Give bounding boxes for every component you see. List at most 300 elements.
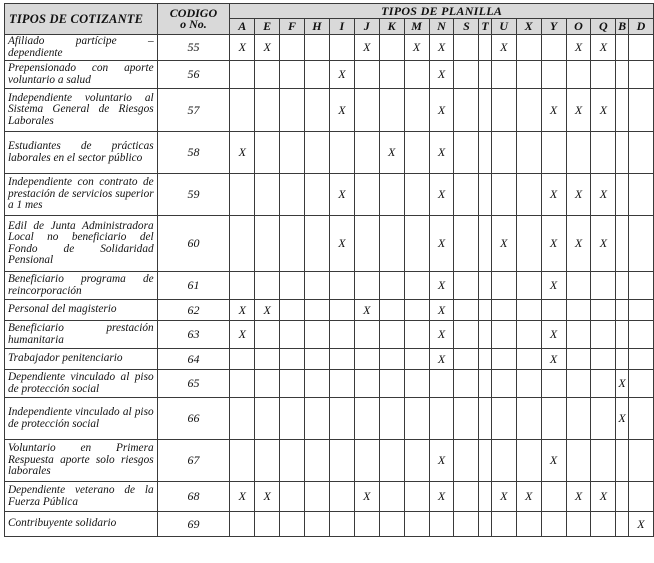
empty-cell-t: [479, 61, 491, 89]
tipo-cotizante-cell: Edil de Junta Administradora Local no beneficiario del Fondo de Solidaridad Pensional: [5, 216, 158, 272]
mark-cell-y: X: [541, 216, 566, 272]
table-body: [5, 35, 654, 537]
mark-cell-o: X: [566, 174, 591, 216]
mark-cell-d: X: [628, 512, 653, 537]
mark-cell-n: X: [429, 272, 454, 300]
empty-cell-b: [616, 174, 628, 216]
tipo-cotizante-cell: Prepensionado con aporte voluntario a salud: [5, 61, 158, 89]
empty-cell-h: [305, 512, 330, 537]
empty-cell-h: [305, 300, 330, 321]
empty-cell-o: [566, 512, 591, 537]
empty-cell-h: [305, 321, 330, 349]
mark-cell-i: X: [329, 216, 354, 272]
empty-cell-e: [255, 174, 280, 216]
empty-cell-x: [516, 321, 541, 349]
empty-cell-o: [566, 440, 591, 482]
empty-cell-s: [454, 512, 479, 537]
planilla-letter-d: D: [628, 19, 653, 35]
mark-cell-b: X: [616, 370, 628, 398]
empty-cell-x: [516, 132, 541, 174]
empty-cell-k: [379, 35, 404, 61]
empty-cell-u: [491, 132, 516, 174]
empty-cell-b: [616, 61, 628, 89]
empty-cell-f: [280, 321, 305, 349]
empty-cell-u: [491, 300, 516, 321]
mark-cell-o: X: [566, 89, 591, 132]
empty-cell-s: [454, 321, 479, 349]
codigo-header-line2: o No.: [180, 17, 207, 31]
table-wrapper: [4, 3, 646, 537]
empty-cell-b: [616, 321, 628, 349]
empty-cell-i: [329, 349, 354, 370]
mark-cell-q: X: [591, 35, 616, 61]
codigo-cell: 61: [157, 272, 230, 300]
mark-cell-j: X: [354, 300, 379, 321]
empty-cell-m: [404, 216, 429, 272]
tipo-cotizante-cell: Beneficiario programa de reincorporación: [5, 272, 158, 300]
empty-cell-h: [305, 35, 330, 61]
mark-cell-n: X: [429, 440, 454, 482]
empty-cell-u: [491, 61, 516, 89]
empty-cell-h: [305, 174, 330, 216]
empty-cell-e: [255, 61, 280, 89]
empty-cell-k: [379, 89, 404, 132]
empty-cell-s: [454, 272, 479, 300]
empty-cell-f: [280, 300, 305, 321]
empty-cell-b: [616, 440, 628, 482]
mark-cell-a: X: [230, 132, 255, 174]
planilla-letter-t: T: [479, 19, 491, 35]
empty-cell-i: [329, 321, 354, 349]
empty-cell-b: [616, 89, 628, 132]
mark-cell-y: X: [541, 272, 566, 300]
planilla-letter-n: N: [429, 19, 454, 35]
codigo-cell: 69: [157, 512, 230, 537]
empty-cell-d: [628, 482, 653, 512]
planilla-letter-s: S: [454, 19, 479, 35]
empty-cell-k: [379, 216, 404, 272]
mark-cell-n: X: [429, 216, 454, 272]
empty-cell-i: [329, 272, 354, 300]
empty-cell-x: [516, 300, 541, 321]
empty-cell-m: [404, 61, 429, 89]
empty-cell-d: [628, 89, 653, 132]
empty-cell-d: [628, 272, 653, 300]
planilla-letter-o: O: [566, 19, 591, 35]
codigo-cell: 60: [157, 216, 230, 272]
planilla-letter-u: U: [491, 19, 516, 35]
empty-cell-a: [230, 440, 255, 482]
mark-cell-y: X: [541, 440, 566, 482]
codigo-cell: 62: [157, 300, 230, 321]
codigo-cell: 59: [157, 174, 230, 216]
mark-cell-a: X: [230, 300, 255, 321]
empty-cell-d: [628, 61, 653, 89]
empty-cell-k: [379, 512, 404, 537]
empty-cell-d: [628, 216, 653, 272]
empty-cell-h: [305, 440, 330, 482]
table-row: [5, 349, 654, 370]
table-row: [5, 300, 654, 321]
empty-cell-a: [230, 370, 255, 398]
empty-cell-j: [354, 398, 379, 440]
empty-cell-k: [379, 272, 404, 300]
mark-cell-o: X: [566, 482, 591, 512]
empty-cell-k: [379, 440, 404, 482]
mark-cell-i: X: [329, 174, 354, 216]
empty-cell-y: [541, 482, 566, 512]
empty-cell-f: [280, 35, 305, 61]
table-row: [5, 132, 654, 174]
empty-cell-x: [516, 174, 541, 216]
empty-cell-b: [616, 512, 628, 537]
empty-cell-e: [255, 321, 280, 349]
empty-cell-o: [566, 370, 591, 398]
empty-cell-d: [628, 398, 653, 440]
empty-cell-k: [379, 300, 404, 321]
empty-cell-f: [280, 349, 305, 370]
codigo-cell: 68: [157, 482, 230, 512]
mark-cell-n: X: [429, 61, 454, 89]
empty-cell-y: [541, 300, 566, 321]
empty-cell-b: [616, 216, 628, 272]
empty-cell-i: [329, 512, 354, 537]
empty-cell-i: [329, 482, 354, 512]
empty-cell-x: [516, 349, 541, 370]
empty-cell-t: [479, 512, 491, 537]
empty-cell-u: [491, 370, 516, 398]
mark-cell-e: X: [255, 300, 280, 321]
table-header: [5, 4, 654, 35]
empty-cell-f: [280, 370, 305, 398]
empty-cell-u: [491, 398, 516, 440]
empty-cell-d: [628, 174, 653, 216]
empty-cell-s: [454, 398, 479, 440]
empty-cell-b: [616, 272, 628, 300]
codigo-cell: 63: [157, 321, 230, 349]
empty-cell-h: [305, 216, 330, 272]
table-row: [5, 89, 654, 132]
mark-cell-j: X: [354, 482, 379, 512]
mark-cell-n: X: [429, 35, 454, 61]
codigo-cell: 58: [157, 132, 230, 174]
empty-cell-e: [255, 512, 280, 537]
empty-cell-d: [628, 35, 653, 61]
mark-cell-n: X: [429, 321, 454, 349]
empty-cell-k: [379, 482, 404, 512]
empty-cell-b: [616, 300, 628, 321]
planilla-letter-y: Y: [541, 19, 566, 35]
mark-cell-k: X: [379, 132, 404, 174]
empty-cell-f: [280, 132, 305, 174]
header-row-top: [5, 4, 654, 19]
empty-cell-q: [591, 61, 616, 89]
empty-cell-e: [255, 440, 280, 482]
empty-cell-s: [454, 349, 479, 370]
empty-cell-j: [354, 370, 379, 398]
empty-cell-o: [566, 272, 591, 300]
empty-cell-d: [628, 349, 653, 370]
mark-cell-i: X: [329, 89, 354, 132]
mark-cell-n: X: [429, 132, 454, 174]
mark-cell-n: X: [429, 174, 454, 216]
empty-cell-k: [379, 61, 404, 89]
empty-cell-f: [280, 61, 305, 89]
empty-cell-u: [491, 321, 516, 349]
tipo-cotizante-cell: Beneficiario prestación humanitaria: [5, 321, 158, 349]
mark-cell-e: X: [255, 482, 280, 512]
empty-cell-b: [616, 132, 628, 174]
empty-cell-d: [628, 132, 653, 174]
empty-cell-q: [591, 440, 616, 482]
planilla-letter-b: B: [616, 19, 628, 35]
empty-cell-b: [616, 35, 628, 61]
empty-cell-q: [591, 321, 616, 349]
tipo-cotizante-cell: Independiente vinculado al piso de protección social: [5, 398, 158, 440]
planilla-letter-m: M: [404, 19, 429, 35]
mark-cell-n: X: [429, 89, 454, 132]
empty-cell-x: [516, 272, 541, 300]
mark-cell-a: X: [230, 482, 255, 512]
empty-cell-i: [329, 440, 354, 482]
empty-cell-o: [566, 61, 591, 89]
empty-cell-m: [404, 482, 429, 512]
tipo-cotizante-cell: Independiente voluntario al Sistema General de Riesgos Laborales: [5, 89, 158, 132]
empty-cell-m: [404, 512, 429, 537]
empty-cell-o: [566, 300, 591, 321]
empty-cell-f: [280, 174, 305, 216]
empty-cell-y: [541, 512, 566, 537]
empty-cell-j: [354, 349, 379, 370]
empty-cell-q: [591, 349, 616, 370]
empty-cell-s: [454, 370, 479, 398]
empty-cell-e: [255, 216, 280, 272]
mark-cell-y: X: [541, 321, 566, 349]
codigo-header-line1: CODIGO: [169, 6, 218, 20]
empty-cell-h: [305, 482, 330, 512]
codigo-cell: 57: [157, 89, 230, 132]
empty-cell-y: [541, 398, 566, 440]
tipo-cotizante-cell: Dependiente vinculado al piso de protección social: [5, 370, 158, 398]
tipo-cotizante-cell: Afiliado partícipe – dependiente: [5, 35, 158, 61]
empty-cell-d: [628, 370, 653, 398]
empty-cell-t: [479, 89, 491, 132]
mark-cell-a: X: [230, 35, 255, 61]
empty-cell-j: [354, 321, 379, 349]
empty-cell-t: [479, 398, 491, 440]
mark-cell-u: X: [491, 35, 516, 61]
tipo-cotizante-cell: Dependiente veterano de la Fuerza Pública: [5, 482, 158, 512]
empty-cell-t: [479, 440, 491, 482]
empty-cell-x: [516, 512, 541, 537]
empty-cell-d: [628, 321, 653, 349]
empty-cell-a: [230, 61, 255, 89]
empty-cell-m: [404, 349, 429, 370]
planilla-letter-i: I: [329, 19, 354, 35]
mark-cell-m: X: [404, 35, 429, 61]
empty-cell-a: [230, 174, 255, 216]
empty-cell-t: [479, 35, 491, 61]
planilla-letter-j: J: [354, 19, 379, 35]
table-row: [5, 61, 654, 89]
empty-cell-n: [429, 512, 454, 537]
mark-cell-n: X: [429, 349, 454, 370]
empty-cell-j: [354, 216, 379, 272]
empty-cell-y: [541, 370, 566, 398]
planilla-letter-f: F: [280, 19, 305, 35]
empty-cell-j: [354, 89, 379, 132]
mark-cell-x: X: [516, 482, 541, 512]
empty-cell-h: [305, 61, 330, 89]
mark-cell-o: X: [566, 216, 591, 272]
empty-cell-m: [404, 89, 429, 132]
empty-cell-a: [230, 272, 255, 300]
empty-cell-u: [491, 174, 516, 216]
table-row: [5, 482, 654, 512]
empty-cell-q: [591, 300, 616, 321]
empty-cell-d: [628, 440, 653, 482]
empty-cell-x: [516, 440, 541, 482]
empty-cell-m: [404, 272, 429, 300]
empty-cell-u: [491, 272, 516, 300]
empty-cell-k: [379, 349, 404, 370]
mark-cell-q: X: [591, 216, 616, 272]
empty-cell-m: [404, 398, 429, 440]
empty-cell-o: [566, 132, 591, 174]
empty-cell-q: [591, 272, 616, 300]
mark-cell-q: X: [591, 482, 616, 512]
empty-cell-k: [379, 370, 404, 398]
empty-cell-e: [255, 132, 280, 174]
tipo-cotizante-cell: Trabajador penitenciario: [5, 349, 158, 370]
tipo-cotizante-cell: Voluntario en Primera Respuesta aporte solo riesgos laborales: [5, 440, 158, 482]
empty-cell-h: [305, 89, 330, 132]
mark-cell-y: X: [541, 174, 566, 216]
table-row: [5, 370, 654, 398]
empty-cell-n: [429, 370, 454, 398]
empty-cell-k: [379, 398, 404, 440]
empty-cell-s: [454, 35, 479, 61]
empty-cell-o: [566, 349, 591, 370]
empty-cell-n: [429, 398, 454, 440]
empty-cell-s: [454, 132, 479, 174]
table-row: [5, 440, 654, 482]
empty-cell-t: [479, 174, 491, 216]
codigo-cell: 67: [157, 440, 230, 482]
empty-cell-s: [454, 482, 479, 512]
empty-cell-s: [454, 61, 479, 89]
mark-cell-u: X: [491, 216, 516, 272]
mark-cell-y: X: [541, 89, 566, 132]
empty-cell-m: [404, 370, 429, 398]
empty-cell-d: [628, 300, 653, 321]
empty-cell-e: [255, 370, 280, 398]
empty-cell-f: [280, 482, 305, 512]
empty-cell-f: [280, 89, 305, 132]
empty-cell-m: [404, 174, 429, 216]
empty-cell-j: [354, 440, 379, 482]
codigo-cell: 64: [157, 349, 230, 370]
empty-cell-x: [516, 216, 541, 272]
mark-cell-j: X: [354, 35, 379, 61]
empty-cell-t: [479, 272, 491, 300]
empty-cell-u: [491, 440, 516, 482]
mark-cell-y: X: [541, 349, 566, 370]
empty-cell-e: [255, 349, 280, 370]
empty-cell-i: [329, 132, 354, 174]
mark-cell-a: X: [230, 321, 255, 349]
mark-cell-q: X: [591, 174, 616, 216]
empty-cell-q: [591, 512, 616, 537]
planilla-letter-k: K: [379, 19, 404, 35]
empty-cell-y: [541, 61, 566, 89]
empty-cell-j: [354, 512, 379, 537]
table-row: [5, 398, 654, 440]
empty-cell-s: [454, 174, 479, 216]
empty-cell-h: [305, 132, 330, 174]
empty-cell-j: [354, 272, 379, 300]
empty-cell-x: [516, 61, 541, 89]
empty-cell-o: [566, 321, 591, 349]
empty-cell-k: [379, 321, 404, 349]
empty-cell-j: [354, 174, 379, 216]
empty-cell-b: [616, 349, 628, 370]
empty-cell-o: [566, 398, 591, 440]
empty-cell-h: [305, 370, 330, 398]
mark-cell-e: X: [255, 35, 280, 61]
table-row: [5, 216, 654, 272]
empty-cell-y: [541, 35, 566, 61]
mark-cell-q: X: [591, 89, 616, 132]
empty-cell-j: [354, 61, 379, 89]
empty-cell-f: [280, 512, 305, 537]
codigo-cell: 65: [157, 370, 230, 398]
empty-cell-m: [404, 132, 429, 174]
empty-cell-i: [329, 300, 354, 321]
tipo-cotizante-cell: Independiente con contrato de prestación de servicios superior a 1 mes: [5, 174, 158, 216]
table-row: [5, 512, 654, 537]
codigo-header: [157, 4, 230, 35]
empty-cell-m: [404, 300, 429, 321]
planilla-letter-e: E: [255, 19, 280, 35]
empty-cell-u: [491, 512, 516, 537]
tipo-cotizante-cell: Contribuyente solidario: [5, 512, 158, 537]
mark-cell-n: X: [429, 482, 454, 512]
mark-cell-u: X: [491, 482, 516, 512]
empty-cell-t: [479, 216, 491, 272]
empty-cell-x: [516, 398, 541, 440]
empty-cell-i: [329, 370, 354, 398]
empty-cell-t: [479, 321, 491, 349]
empty-cell-f: [280, 216, 305, 272]
empty-cell-e: [255, 398, 280, 440]
empty-cell-x: [516, 89, 541, 132]
empty-cell-y: [541, 132, 566, 174]
tipo-cotizante-cell: Personal del magisterio: [5, 300, 158, 321]
empty-cell-h: [305, 349, 330, 370]
empty-cell-s: [454, 216, 479, 272]
planilla-letter-h: H: [305, 19, 330, 35]
tipos-cotizante-table: [4, 3, 654, 537]
empty-cell-m: [404, 440, 429, 482]
empty-cell-x: [516, 370, 541, 398]
empty-cell-q: [591, 370, 616, 398]
empty-cell-b: [616, 482, 628, 512]
empty-cell-f: [280, 440, 305, 482]
empty-cell-u: [491, 89, 516, 132]
planilla-letter-a: A: [230, 19, 255, 35]
codigo-cell: 66: [157, 398, 230, 440]
